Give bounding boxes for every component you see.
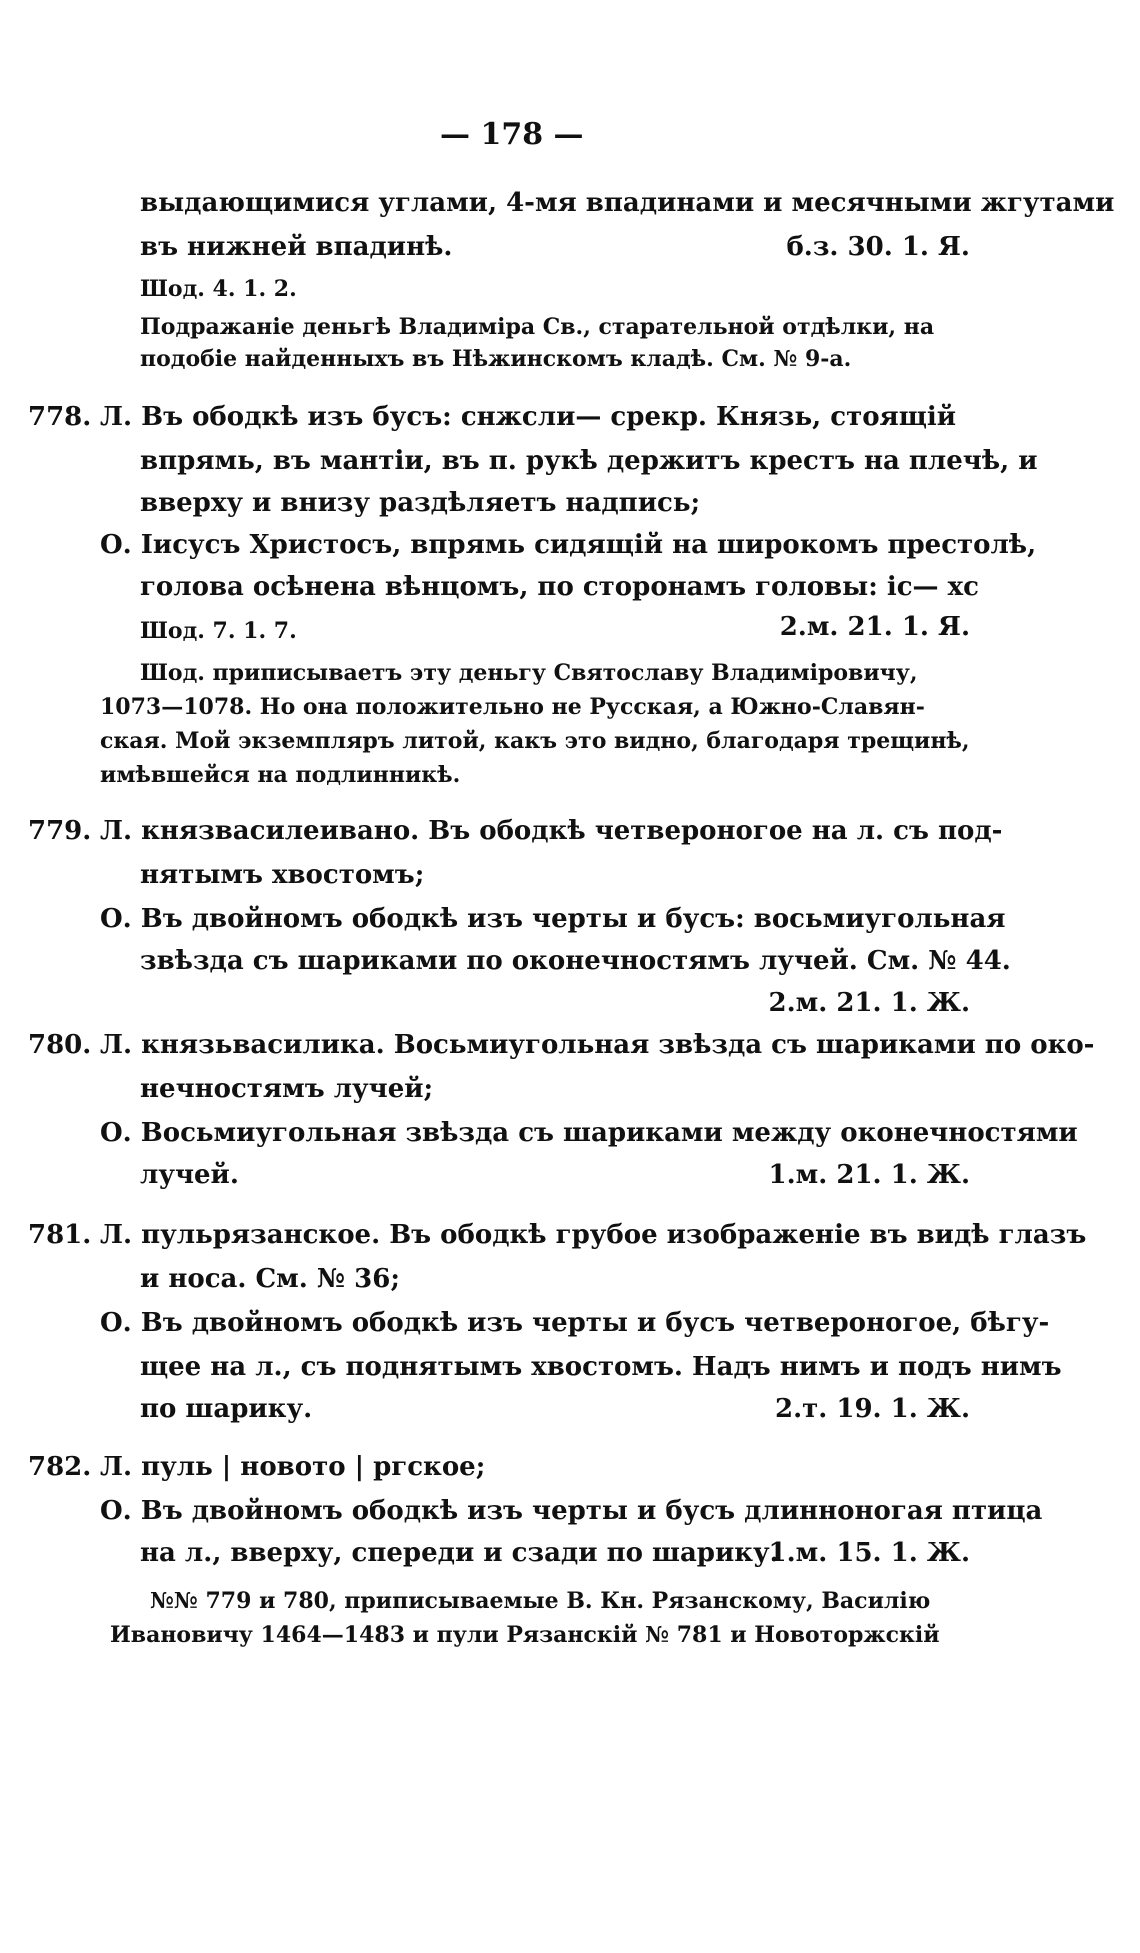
entry-778-line-3: вверху и внизу раздѣляетъ надпись;	[140, 488, 701, 518]
entry-778-shod-reference: Шод. 7. 1. 7.	[140, 618, 297, 644]
entry-781-line-4: щее на л., съ поднятымъ хвостомъ. Надъ нимъ и подъ нимъ	[140, 1352, 1062, 1382]
entry-780-line-2: нечностямъ лучей;	[140, 1074, 434, 1104]
intro-line-2: въ нижней впадинѣ.	[140, 232, 453, 262]
entry-779-line-4: звѣзда съ шариками по оконечностямъ лучей. См. № 44.	[140, 946, 1011, 976]
entry-781-line-5: по шарику.	[140, 1394, 313, 1424]
entry-782-line-1: Л. пуль | новото | ргское;	[100, 1452, 486, 1482]
footer-note-line-2: Ивановичу 1464—1483 и пули Рязанскій № 781 и Новоторжскій	[110, 1622, 940, 1648]
intro-line-1: выдающимися углами, 4-мя впадинами и месячными жгутами	[140, 188, 1115, 218]
entry-778-number: 778.	[28, 402, 92, 432]
intro-reference: б.з. 30. 1. Я.	[786, 232, 970, 262]
entry-779-reference: 2.м. 21. 1. Ж.	[768, 988, 970, 1018]
entry-779-number: 779.	[28, 816, 92, 846]
entry-782-reference: 1.м. 15. 1. Ж.	[768, 1538, 970, 1568]
intro-note-line-1: Подражаніе деньгѣ Владиміра Св., старательной отдѣлки, на	[140, 314, 935, 340]
entry-780-line-1: Л. князьвасилика. Восьмиугольная звѣзда съ шариками по око-	[100, 1030, 1095, 1060]
entry-778-note-line-2: 1073—1078. Но она положительно не Русская, а Южно-Славян-	[100, 694, 925, 720]
entry-782-line-2: О. Въ двойномъ ободкѣ изъ черты и бусъ длинноногая птица	[100, 1496, 1043, 1526]
entry-780-number: 780.	[28, 1030, 92, 1060]
entry-778-line-4: О. Іисусъ Христосъ, впрямь сидящій на широкомъ престолѣ,	[100, 530, 1037, 560]
intro-shod-reference: Шод. 4. 1. 2.	[140, 276, 297, 302]
entry-780-line-4: лучей.	[140, 1160, 239, 1190]
entry-778-reference: 2.м. 21. 1. Я.	[779, 612, 970, 642]
entry-778-line-1: Л. Въ ободкѣ изъ бусъ: снжсли— срекр. Князь, стоящій	[100, 402, 957, 432]
entry-779-line-2: нятымъ хвостомъ;	[140, 860, 425, 890]
entry-781-line-2: и носа. См. № 36;	[140, 1264, 400, 1294]
page-number: — 178 —	[440, 117, 584, 152]
entry-781-line-3: О. Въ двойномъ ободкѣ изъ черты и бусъ четвероногое, бѣгу-	[100, 1308, 1050, 1338]
entry-780-line-3: О. Восьмиугольная звѣзда съ шариками между оконечностями	[100, 1118, 1078, 1148]
entry-778-line-2: впрямь, въ мантіи, въ п. рукѣ держитъ крестъ на плечѣ, и	[140, 446, 1038, 476]
entry-779-line-1: Л. князвасилеивано. Въ ободкѣ четвероногое на л. съ под-	[100, 816, 1003, 846]
entry-782-number: 782.	[28, 1452, 92, 1482]
entry-778-note-line-3: ская. Мой экземпляръ литой, какъ это видно, благодаря трещинѣ,	[100, 728, 970, 754]
entry-778-note-line-1: Шод. приписываетъ эту деньгу Святославу Владиміровичу,	[140, 660, 918, 686]
footer-note-line-1: №№ 779 и 780, приписываемые В. Кн. Рязанскому, Василію	[150, 1588, 931, 1614]
entry-782-line-3: на л., вверху, спереди и сзади по шарику.	[140, 1538, 779, 1568]
entry-781-reference: 2.т. 19. 1. Ж.	[775, 1394, 970, 1424]
entry-780-reference: 1.м. 21. 1. Ж.	[768, 1160, 970, 1190]
entry-781-line-1: Л. пульрязанское. Въ ободкѣ грубое изображеніе въ видѣ глазъ	[100, 1220, 1087, 1250]
entry-778-note-line-4: имѣвшейся на подлинникѣ.	[100, 762, 461, 788]
entry-778-line-5: голова осѣнена вѣнцомъ, по сторонамъ головы: іс— хс	[140, 572, 979, 602]
intro-note-line-2: подобіе найденныхъ въ Нѣжинскомъ кладѣ. См. № 9-а.	[140, 346, 852, 372]
entry-779-line-3: О. Въ двойномъ ободкѣ изъ черты и бусъ: восьмиугольная	[100, 904, 1006, 934]
entry-781-number: 781.	[28, 1220, 92, 1250]
